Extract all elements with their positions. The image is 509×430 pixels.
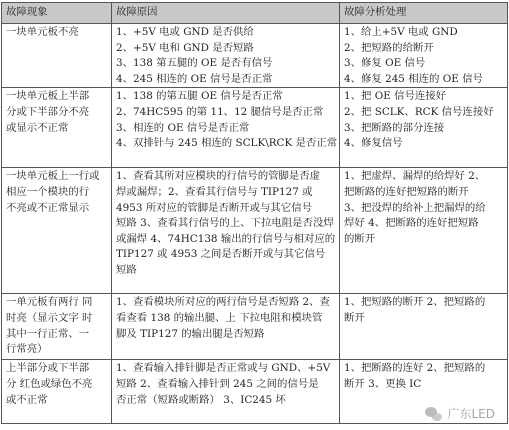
symptom-text: 行常亮） [6,343,48,356]
cause-line: 短路 2、查看输入排针到 245 之间的信号是 [116,377,319,390]
symptom-text: 其中一行正常、一 [6,327,90,340]
fix-line: 3、把没焊的给补上把漏焊的给 [344,201,486,214]
cause-line: 1、+5V 电或 GND 是否供给 [116,26,254,38]
cause-line: 4、双排针与 245 相连的 SCLK\RCK 是否正常 [116,137,338,150]
cause-line: 否正常（短路或断路） 3、IC245 坏 [116,393,286,406]
symptom-text: 一块单元板上半部 [6,90,90,103]
cause-line: 4953 所对应的管脚是否断开或与其它信号 [116,201,312,214]
cause-line: 1、138 的第五腿 OE 信号是否正常 [116,90,283,103]
fix-cell [340,294,508,360]
symptom-cell [2,294,112,360]
fix-line: 2、把短路的给断开 [344,41,434,54]
cause-cell [112,88,340,168]
cause-line: 1、查看模块所对应的两行信号是否短路 2、查 [116,296,330,309]
symptom-text: 相应一个模块的行 [6,185,90,198]
header-fix: 故障分析处理 [340,3,508,24]
cause-line: 看查看 138 的输出腿、上 下拉电阻和模块管 [116,311,323,324]
table-row [2,294,508,360]
fix-line: 1、把短路的断开 2、把短路的 [344,296,486,309]
fault-table [1,2,508,424]
fix-cell [340,24,508,88]
fix-cell [340,168,508,294]
cause-line: 短路 3、查看其行信号的上、下拉电阻是否没焊 [116,217,334,230]
header-symptom: 故障现象 [2,3,112,24]
table-row [2,88,508,168]
symptom-text: 不亮或不正常显示 [6,201,90,214]
cause-line: 2、+5V 电和 GND 是否短路 [116,41,254,54]
fix-cell [340,88,508,168]
symptom-text: 或不正常 [6,393,48,406]
cause-cell [112,360,340,424]
header-cause: 故障原因 [112,3,340,24]
fix-line: 焊好 4、把断路的连好把短路 [344,217,479,230]
symptom-text: 分或下半部分不亮 [6,105,90,118]
fix-line: 3、修复 OE 信号 [344,57,426,70]
cause-line: 1、查看其所对应模块的行信号的管脚是否虚 [116,170,321,183]
fix-line: 把断路的连好把短路的断开 [344,185,469,198]
fix-line: 4、修复信号 [344,137,403,150]
cause-line: 2、74HC595 的第 11、12 腿信号是否正常 [116,105,324,118]
symptom-cell [2,360,112,424]
fix-line: 的断开 [344,232,376,245]
watermark [425,405,495,422]
cause-line: 短路 [116,263,137,276]
symptom-cell [2,24,112,88]
cause-line: 3、相连的 OE 信号是否正常 [116,121,250,134]
fix-line: 1、把虚焊、漏焊的给焊好 2、 [344,170,486,183]
cause-line: 或漏焊 4、74HC138 输出的行信号与相对应的 [116,232,336,245]
fix-line: 2、把 SCLK、RCK 信号连接好 [344,105,494,118]
table-header [2,3,508,24]
table-row [2,168,508,294]
cause-line: 3、138 第五腿的 OE 是否有信号 [116,57,273,70]
cause-cell [112,168,340,294]
symptom-text: 一块单元板上一行或 [6,170,100,183]
fix-line: 断开 3、更换 IC [344,377,422,390]
cause-line: 焊或漏焊；2、查看其行信号与 TIP127 或 [116,185,313,198]
symptom-text: 一单元板有两行 同 [6,296,93,309]
watermark-text: 广东LED [447,407,495,421]
symptom-text: 一块单元板不亮 [6,26,79,38]
wechat-logo-icon [425,406,443,422]
cause-line: 1、查看输入排针脚是否正常或与 GND、+5V [116,362,331,375]
symptom-text: 上半部分或下半部 [6,362,90,375]
fix-line: 3、把断路的部分连接 [344,121,445,134]
fix-line: 4、修复 245 相连的 OE 信号 [344,72,483,85]
cause-line: TIP127 或 4953 之间是否断开或与其它信号 [116,248,326,261]
symptom-text: 分 红色或绿色不亮 [6,377,93,390]
symptom-text: 时亮（显示文字 时 [6,311,93,324]
fix-line: 1、给上+5V 电或 GND [344,26,458,38]
fix-line: 1、把断路的连好 2、把短路的 [344,362,486,375]
fix-line: 断开 [344,311,365,324]
cause-line: 4、245 相连的 OE 信号是否正常 [116,72,273,85]
symptom-cell [2,168,112,294]
symptom-cell [2,88,112,168]
table-row [2,24,508,88]
cause-cell [112,294,340,360]
cause-cell [112,24,340,88]
fix-line: 1、把 OE 信号连接好 [344,90,447,103]
symptom-text: 或显示不正常 [6,121,69,134]
cause-line: 脚及 TIP127 的输出腿是否短路 [116,327,265,340]
